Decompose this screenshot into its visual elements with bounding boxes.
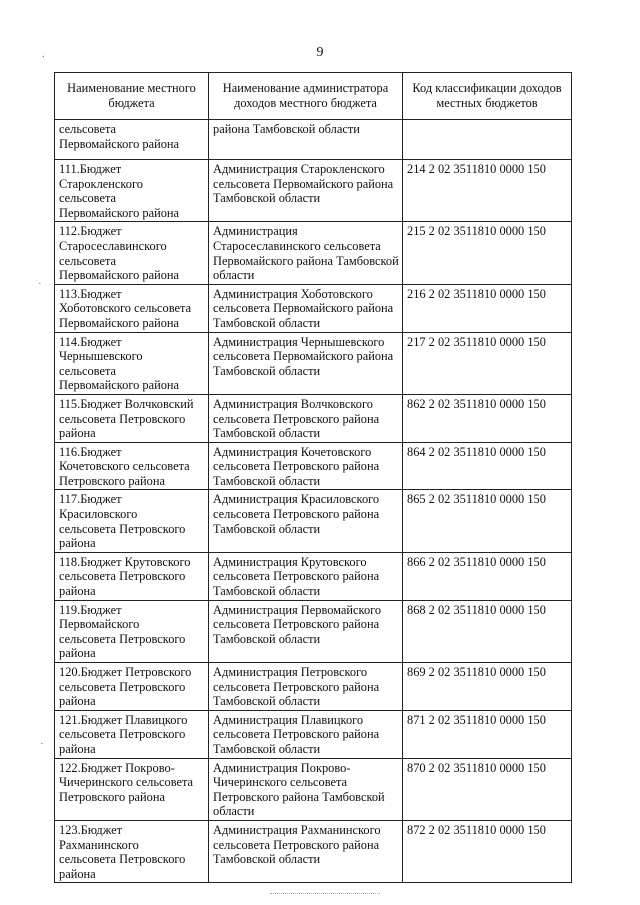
- table-header-row: [55, 73, 572, 120]
- budget-name-text: 118.Бюджет Крутовского сельсовета Петровского района: [59, 554, 191, 599]
- scan-mark: ·: [40, 738, 44, 750]
- cell-administrator-name: [209, 394, 403, 442]
- cell-budget-name: [55, 222, 209, 284]
- cell-budget-name: [55, 710, 209, 758]
- table-row: [55, 120, 572, 160]
- cell-administrator-name: [209, 663, 403, 711]
- cell-budget-name: [55, 820, 209, 882]
- cell-budget-name: [55, 160, 209, 222]
- table-row: [55, 332, 572, 394]
- scan-mark: .: [42, 48, 45, 60]
- cell-classification-code: 868 2 02 3511810 0000 150: [403, 600, 572, 662]
- cell-administrator-name: [209, 552, 403, 600]
- administrator-name-text: района Тамбовской области: [213, 122, 360, 136]
- administrator-name-text: Администрация Плавицкого сельсовета Петровского района Тамбовской области: [213, 712, 380, 756]
- table-row: [55, 758, 572, 820]
- administrator-name-text: Администрация Старокленского сельсовета Первомайского района Тамбовской области: [213, 162, 394, 206]
- cell-classification-code: 870 2 02 3511810 0000 150: [403, 758, 572, 820]
- cell-budget-name: [55, 663, 209, 711]
- cell-administrator-name: [209, 222, 403, 284]
- administrator-name-text: Администрация Старосеславинского сельсовета Первомайского района Тамбовской области: [213, 224, 399, 283]
- table-row: [55, 284, 572, 332]
- cell-classification-code: 862 2 02 3511810 0000 150: [403, 394, 572, 442]
- table-row: [55, 490, 572, 552]
- cell-budget-name: [55, 442, 209, 490]
- cell-classification-code: 215 2 02 3511810 0000 150: [403, 222, 572, 284]
- cell-classification-code: 865 2 02 3511810 0000 150: [403, 490, 572, 552]
- administrator-name-text: Администрация Чернышевского сельсовета Первомайского района Тамбовской области: [213, 334, 394, 378]
- budget-name-text: 115.Бюджет Волчковский сельсовета Петровского района: [59, 396, 194, 441]
- cell-classification-code: [403, 120, 572, 160]
- header-classification-code: Код классификации доходов местных бюджетов: [403, 73, 572, 120]
- cell-budget-name: [55, 120, 209, 160]
- budget-name-text: 121.Бюджет Плавицкого сельсовета Петровского района: [59, 712, 188, 756]
- budget-name-text: 117.Бюджет Красиловского сельсовета Петровского района: [59, 492, 186, 551]
- table-row: [55, 160, 572, 222]
- budget-name-text: 120.Бюджет Петровского сельсовета Петровского района: [59, 665, 192, 709]
- cell-administrator-name: [209, 332, 403, 394]
- cell-administrator-name: [209, 490, 403, 552]
- cell-classification-code: 866 2 02 3511810 0000 150: [403, 552, 572, 600]
- budget-name-text: 122.Бюджет Покрово- Чичеринского сельсовета Петровского района: [59, 760, 194, 804]
- scan-artifact-line: [270, 893, 380, 894]
- table-row: [55, 222, 572, 284]
- cell-administrator-name: [209, 710, 403, 758]
- header-administrator-name: Наименование администратора доходов местного бюджета: [209, 73, 403, 120]
- table-row: [55, 442, 572, 490]
- budget-revenue-table: [54, 72, 572, 883]
- table-row: [55, 820, 572, 882]
- budget-name-text: 116.Бюджет Кочетовского сельсовета Петровского района: [59, 444, 190, 488]
- cell-administrator-name: [209, 120, 403, 160]
- cell-budget-name: [55, 284, 209, 332]
- budget-name-text: 113.Бюджет Хоботовского сельсовета Первомайского района: [59, 286, 192, 330]
- table-row: [55, 552, 572, 600]
- header-budget-name: Наименование местного бюджета: [55, 73, 209, 120]
- budget-name-text: 119.Бюджет Первомайского сельсовета Петровского района: [59, 602, 186, 661]
- administrator-name-text: Администрация Хоботовского сельсовета Первомайского района Тамбовской области: [213, 286, 394, 330]
- cell-budget-name: [55, 490, 209, 552]
- administrator-name-text: Администрация Покрово-Чичеринского сельсовета Петровского района Тамбовской области: [213, 760, 385, 819]
- scan-mark: ·: [38, 278, 42, 290]
- administrator-name-text: Администрация Крутовского сельсовета Петровского района Тамбовской области: [213, 554, 380, 599]
- cell-budget-name: [55, 394, 209, 442]
- cell-classification-code: 869 2 02 3511810 0000 150: [403, 663, 572, 711]
- budget-name-text: 112.Бюджет Старосеславинского сельсовета Первомайского района: [59, 224, 180, 283]
- budget-name-text: 123.Бюджет Рахманинского сельсовета Петровского района: [59, 822, 186, 881]
- cell-administrator-name: [209, 284, 403, 332]
- budget-name-text: 114.Бюджет Чернышевского сельсовета Первомайского района: [59, 334, 180, 393]
- cell-administrator-name: [209, 600, 403, 662]
- cell-classification-code: 217 2 02 3511810 0000 150: [403, 332, 572, 394]
- cell-administrator-name: [209, 820, 403, 882]
- administrator-name-text: Администрация Кочетовского сельсовета Петровского района Тамбовской области: [213, 444, 380, 488]
- cell-budget-name: [55, 758, 209, 820]
- cell-administrator-name: [209, 160, 403, 222]
- cell-budget-name: [55, 332, 209, 394]
- cell-classification-code: 872 2 02 3511810 0000 150: [403, 820, 572, 882]
- administrator-name-text: Администрация Первомайского сельсовета Петровского района Тамбовской области: [213, 602, 382, 646]
- administrator-name-text: Администрация Красиловского сельсовета Петровского района Тамбовской области: [213, 492, 380, 536]
- administrator-name-text: Администрация Рахманинского сельсовета Петровского района Тамбовской области: [213, 822, 381, 867]
- cell-classification-code: 871 2 02 3511810 0000 150: [403, 710, 572, 758]
- page-number: 9: [316, 45, 324, 60]
- cell-budget-name: [55, 600, 209, 662]
- administrator-name-text: Администрация Волчковского сельсовета Петровского района Тамбовской области: [213, 396, 380, 441]
- cell-classification-code: 214 2 02 3511810 0000 150: [403, 160, 572, 222]
- administrator-name-text: Администрация Петровского сельсовета Петровского района Тамбовской области: [213, 665, 380, 709]
- cell-classification-code: 216 2 02 3511810 0000 150: [403, 284, 572, 332]
- budget-name-text: сельсовета Первомайского района: [59, 122, 180, 151]
- cell-budget-name: [55, 552, 209, 600]
- cell-classification-code: 864 2 02 3511810 0000 150: [403, 442, 572, 490]
- budget-name-text: 111.Бюджет Старокленского сельсовета Первомайского района: [59, 162, 180, 220]
- table-row: [55, 600, 572, 662]
- cell-administrator-name: [209, 758, 403, 820]
- table-row: [55, 710, 572, 758]
- table-row: [55, 663, 572, 711]
- cell-administrator-name: [209, 442, 403, 490]
- table-row: [55, 394, 572, 442]
